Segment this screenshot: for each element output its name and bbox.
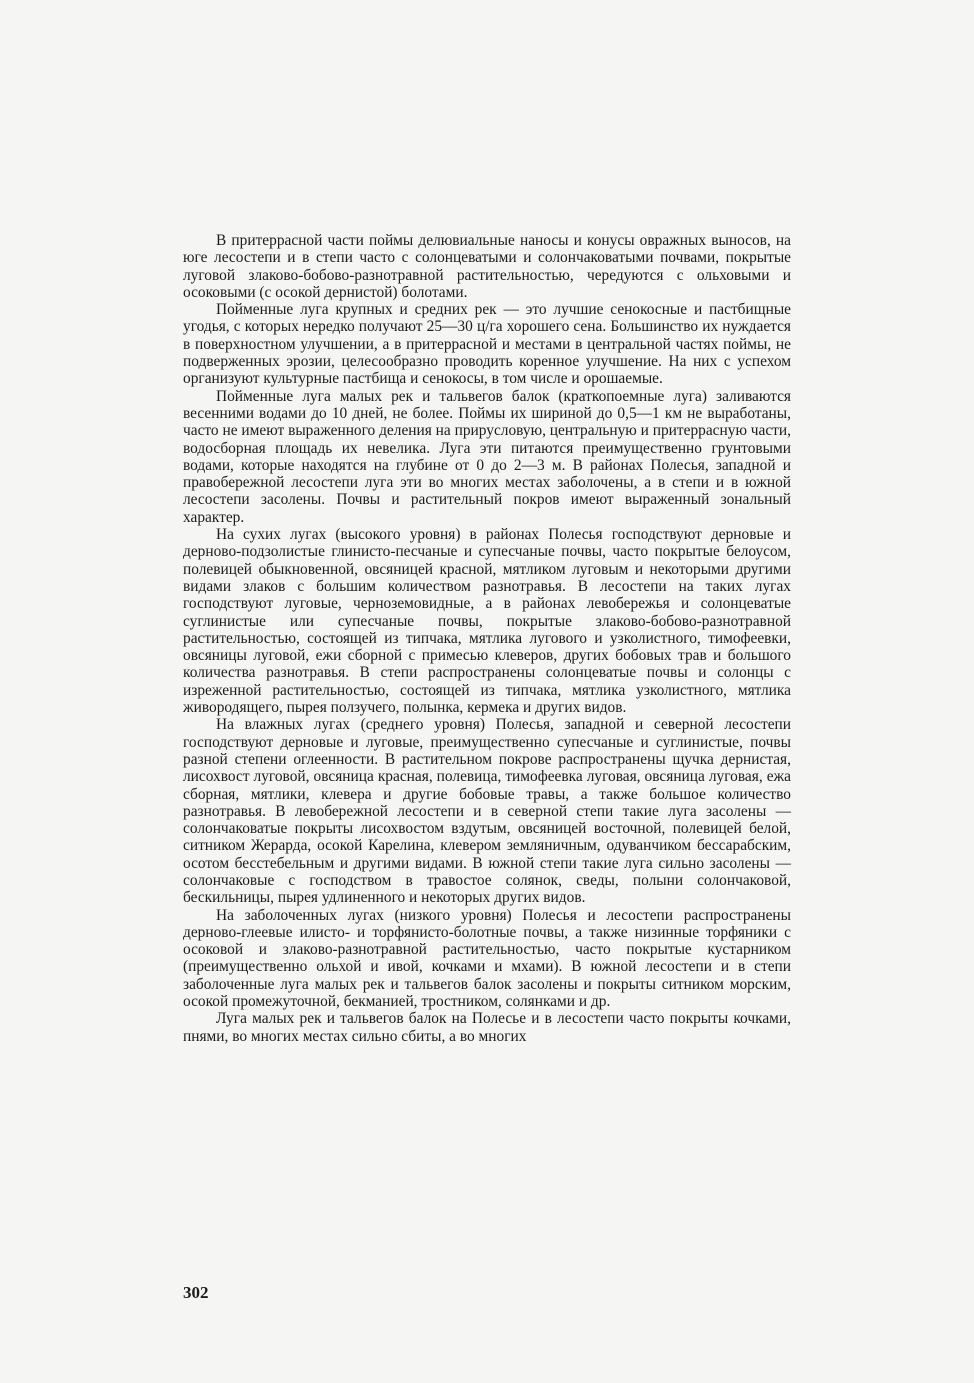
paragraph-1: В притеррасной части поймы делювиальные наносы и конусы овражных выносов, на юге лесостепи и в степи часто с солонцеватыми и солончаковатыми почвами, покрытые луговой злаково-бобово-разнотравной растительностью, чередуются с ольховыми и осоковыми (с осокой дернистой) болотами.: [183, 232, 791, 301]
body-text: [183, 232, 791, 1045]
paragraph-4: На сухих лугах (высокого уровня) в районах Полесья господствуют дерновые и дерново-подзолистые глинисто-песчаные и супесчаные почвы, часто покрытые белоусом, полевицей обыкновенной, овсяницей красной, мятликом луговым и некоторыми другими видами злаков с большим количеством разнотравья. В лесостепи на таких лугах господствуют луговые, черноземовидные, а в районах левобережья и солонцеватые суглинистые или супесчаные почвы, покрытые злаково-бобово-разнотравной растительностью, состоящей из типчака, мятлика лугового и узколистного, тимофеевки, овсяницы луговой, ежи сборной с примесью клеверов, других бобовых трав и большого количества разнотравья. В степи распространены солонцеватые почвы и солонцы с изреженной растительностью, состоящей из типчака, мятлика узколистного, мятлика живородящего, пырея ползучего, полынка, кермека и других видов.: [183, 526, 791, 717]
paragraph-2: Пойменные луга крупных и средних рек — это лучшие сенокосные и пастбищные угодья, с которых нередко получают 25—30 ц/га хорошего сена. Большинство их нуждается в поверхностном улучшении, а в притеррасной и местами в центральной частях поймы, не подверженных эрозии, целесообразно проводить коренное улучшение. На них с успехом организуют культурные пастбища и сенокосы, в том числе и орошаемые.: [183, 301, 791, 388]
page-number: 302: [183, 1283, 209, 1302]
paragraph-6: На заболоченных лугах (низкого уровня) Полесья и лесостепи распространены дерново-глеевые илисто- и торфянисто-болотные почвы, а также низинные торфяники с осоковой и злаково-разнотравной растительностью, часто покрытые кустарником (преимущественно ольхой и ивой, кочками и мхами). В южной лесостепи и в степи заболоченные луга малых рек и тальвегов балок засолены и покрыты ситником морским, осокой промежуточной, бекманией, тростником, солянками и др.: [183, 906, 791, 1011]
paragraph-3: Пойменные луга малых рек и тальвегов балок (краткопоемные луга) заливаются весенними водами до 10 дней, не более. Поймы их шириной до 0,5—1 км не выработаны, часто не имеют выраженного деления на прирусловую, центральную и притеррасную части, водосборная площадь их невелика. Луга эти питаются преимущественно грунтовыми водами, которые находятся на глубине от 0 до 2—3 м. В районах Полесья, западной и правобережной лесостепи луга эти во многих местах заболочены, а в степи и в южной лесостепи засолены. Почвы и растительный покров имеют выраженный зональный характер.: [183, 387, 791, 526]
paragraph-5: На влажных лугах (среднего уровня) Полесья, западной и северной лесостепи господствуют дерновые и луговые, преимущественно супесчаные и суглинистые, почвы разной степени оглеенности. В растительном покрове распространены щучка дернистая, лисохвост луговой, овсяница красная, полевица, тимофеевка луговая, овсяница луговая, ежа сборная, мятлики, клевера и другие бобовые травы, а также большое количество разнотравья. В левобережной лесостепи и в северной степи такие луга засолены — солончаковатые покрыты лисохвостом вздутым, овсяницей восточной, полевицей белой, ситником Жерарда, осокой Карелина, клевером земляничным, одуванчиком бессарабским, осотом бесстебельным и другими видами. В южной степи такие луга сильно засолены — солончаковые с господством в травостое солянок, сведы, полыни солончаковой, бескильницы, пырея удлиненного и некоторых других видов.: [183, 716, 791, 907]
paragraph-7: Луга малых рек и тальвегов балок на Полесье и в лесостепи часто покрыты кочками, пнями, во многих местах сильно сбиты, а во многих: [183, 1010, 791, 1045]
